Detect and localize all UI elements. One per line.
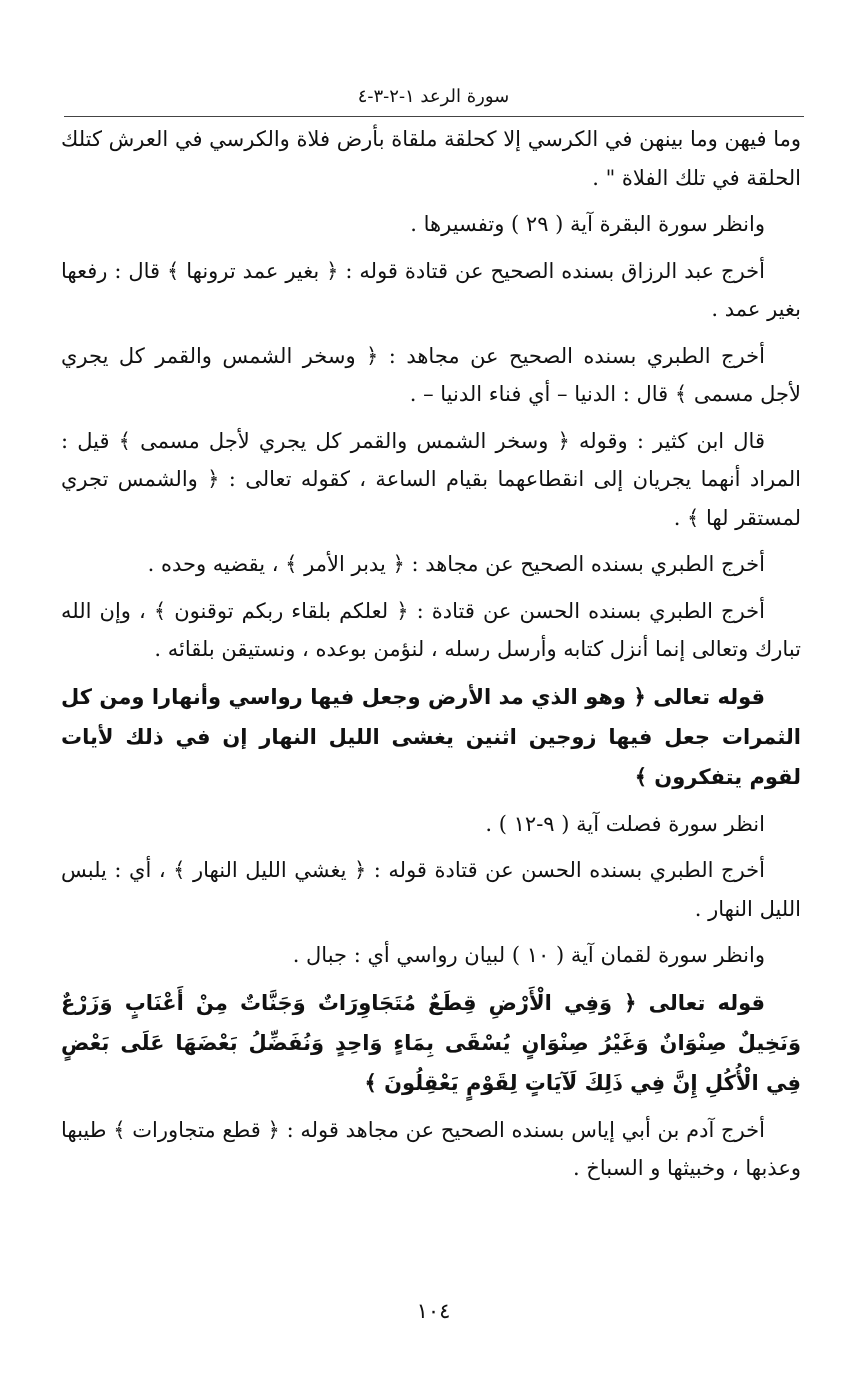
paragraph-cross-reference: انظر سورة فصلت آية ( ٩-١٢ ) .: [485, 811, 765, 836]
running-header: سورة الرعد ١-٢-٣-٤: [357, 86, 510, 107]
paragraph-narration: أخرج الطبري بسنده الحسن عن قتادة قوله : ﴿ يغشي الليل النهار ﴾ ، أي : يلبس الليل النهار .: [61, 858, 801, 921]
paragraph-cross-reference: وانظر سورة لقمان آية ( ١٠ ) لبيان رواسي أي : جبال .: [292, 943, 765, 967]
paragraph-narration: أخرج آدم بن أبي إياس بسنده الصحيح عن مجاهد قوله : ﴿ قطع متجاورات ﴾ طيبها وعذبها ، وخبيثها و السباخ .: [61, 1117, 801, 1180]
verse-heading: قوله تعالى ﴿ وهو الذي مد الأرض وجعل فيها رواسي وأنهارا ومن كل الثمرات جعل فيها زوجين اثنين يغشى الليل النهار إن في ذلك لأيات لقوم يتفكرون ﴾: [61, 684, 801, 789]
paragraph-narration: أخرج الطبري بسنده الحسن عن قتادة : ﴿ لعلكم بلقاء ربكم توقنون ﴾ ، وإن الله تبارك وتعالى إنما أنزل كتابه وأرسل رسله ، لنؤمن بوعده ، ونستيقن بلقائه .: [61, 598, 801, 661]
paragraph-narration: أخرج عبد الرزاق بسنده الصحيح عن قتادة قوله : ﴿ بغير عمد ترونها ﴾ قال : رفعها بغير عمد .: [61, 258, 801, 321]
paragraph-narration: أخرج الطبري بسنده الصحيح عن مجاهد : ﴿ يدبر الأمر ﴾ ، يقضيه وحده .: [147, 552, 765, 576]
verse-heading: قوله تعالى ﴿ وَفِي الْأَرْضِ قِطَعٌ مُتَجَاوِرَاتٌ وَجَنَّاتٌ مِنْ أَعْنَابٍ وَزَرْعٌ وَنَخِيلٌ صِنْوَانٌ وَغَيْرُ صِنْوَانٍ يُسْقَى بِمَاءٍ وَاحِدٍ وَنُفَضِّلُ بَعْضَهَا عَلَى بَعْضٍ فِي الْأُكُلِ إِنَّ فِي ذَلِكَ لَآيَاتٍ لِقَوْمٍ يَعْقِلُونَ ﴾: [61, 990, 801, 1095]
page-number: ١٠٤: [416, 1299, 451, 1323]
paragraph-cross-reference: وانظر سورة البقرة آية ( ٢٩ ) وتفسيرها .: [410, 212, 765, 236]
paragraph-narration: قال ابن كثير : وقوله ﴿ وسخر الشمس والقمر كل يجري لأجل مسمى ﴾ قيل : المراد أنهما يجريان إلى انقطاعهما بقيام الساعة ، كقوله تعالى : ﴿ والشمس تجري لمستقر لها ﴾ .: [61, 428, 801, 530]
header-divider: [64, 116, 804, 117]
paragraph-continuation: وما فيهن وما بينهن في الكرسي إلا كحلقة ملقاة بأرض فلاة والكرسي في العرش كتلك الحلقة في تلك الفلاة " .: [61, 127, 801, 190]
paragraph-narration: أخرج الطبري بسنده الصحيح عن مجاهد : ﴿ وسخر الشمس والقمر كل يجري لأجل مسمى ﴾ قال : الدنيا – أي فناء الدنيا – .: [61, 343, 801, 406]
page-body: [61, 120, 801, 1196]
